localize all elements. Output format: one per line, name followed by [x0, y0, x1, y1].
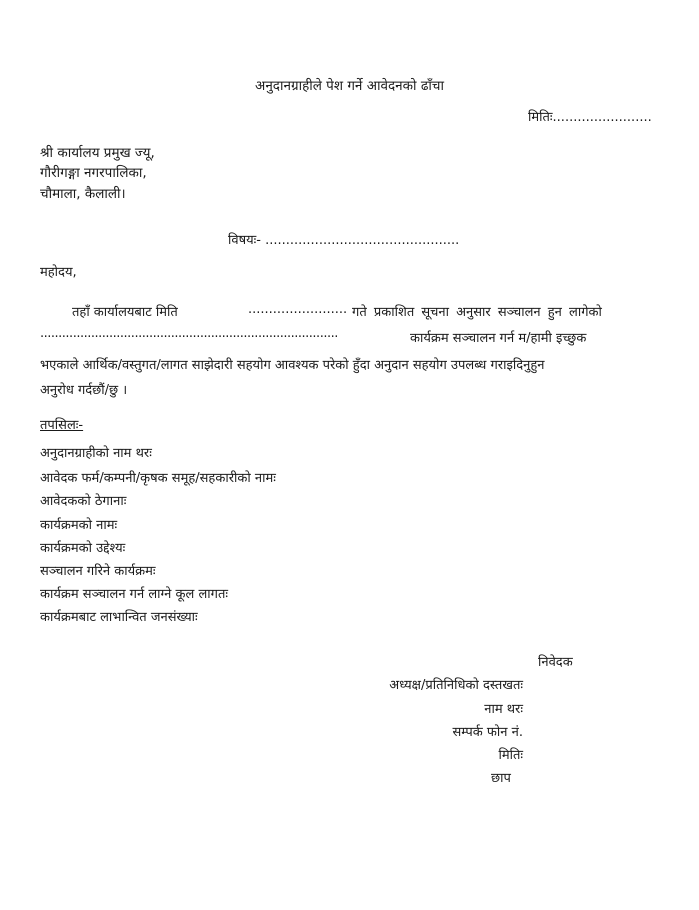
detail-item: कार्यक्रमको नामः — [40, 518, 118, 533]
details-heading: तपसिलः- — [40, 418, 84, 433]
salutation: महोदय, — [40, 265, 77, 280]
applicant-label: निवेदक — [538, 655, 573, 670]
stamp-label: छाप — [491, 771, 511, 786]
detail-item: कार्यक्रमको उद्देश्यः — [40, 541, 126, 556]
detail-item: अनुदानग्राहीको नाम थरः — [40, 446, 152, 461]
detail-item: आवेदक फर्म/कम्पनी/कृषक समूह/सहकारीको नामः — [40, 471, 276, 486]
address-line-2: गौरीगङ्गा नगरपालिका, — [40, 165, 147, 181]
body-line-1a: तहाँ कार्यालयबाट मिति — [72, 305, 178, 320]
detail-item: कार्यक्रमबाट लाभान्वित जनसंख्याः — [40, 610, 198, 625]
body-line-1b: ........................ — [248, 302, 348, 317]
body-line-2a: .................................................................................. — [40, 326, 338, 341]
detail-item: आवेदकको ठेगानाः — [40, 494, 127, 509]
body-line-4: अनुरोध गर्दछौं/छु । — [40, 383, 128, 398]
body-line-3: भएकाले आर्थिक/वस्तुगत/लागत साझेदारी सहयोग आवश्यक परेको हुँदा अनुदान सहयोग उपलब्ध गराइदिनुहुन — [40, 358, 545, 373]
address-line-1: श्री कार्यालय प्रमुख ज्यू, — [40, 145, 155, 161]
name-label: नाम थरः — [484, 702, 523, 717]
form-title: अनुदानग्राहीले पेश गर्ने आवेदनको ढाँचा — [255, 78, 444, 94]
detail-item: कार्यक्रम सञ्चालन गर्न लाग्ने कूल लागतः — [40, 587, 228, 602]
address-line-3: चौमाला, कैलाली। — [40, 186, 126, 202]
subject-line: विषयः- ............................................... — [228, 233, 460, 248]
body-line-1c: गते प्रकाशित सूचना अनुसार सञ्चालन हुन लागेको — [352, 305, 602, 320]
signature-date-label: मितिः — [498, 748, 523, 763]
signature-label: अध्यक्ष/प्रतिनिधिको दस्तखतः — [389, 678, 523, 693]
date-field: मितिः........................ — [528, 110, 652, 125]
phone-label: सम्पर्क फोन नं. — [452, 725, 523, 740]
detail-item: सञ्चालन गरिने कार्यक्रमः — [40, 564, 156, 579]
body-line-2b: कार्यक्रम सञ्चालन गर्न म/हामी इच्छुक — [410, 331, 587, 346]
